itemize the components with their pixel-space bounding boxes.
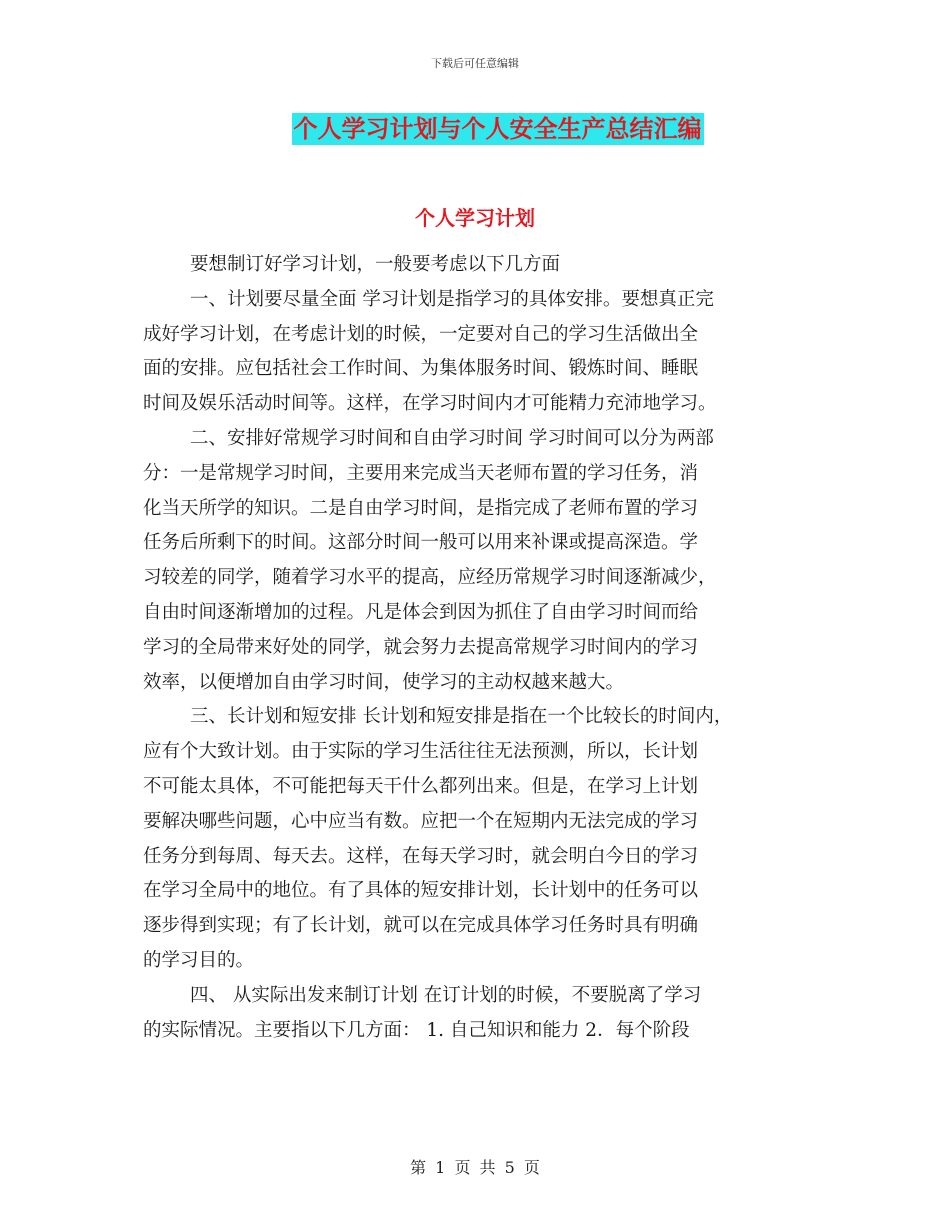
body-line: 四、 从实际出发来制订计划 在订计划的时候，不要脱离了学习	[190, 984, 702, 1006]
body-line: 的学习目的。	[143, 949, 255, 971]
body-line: 的实际情况。主要指以下几方面： 1. 自己知识和能力 2．每个阶段	[143, 1019, 690, 1041]
body-line: 三、长计划和短安排 长计划和短安排是指在一个比较长的时间内，	[190, 706, 733, 728]
body-line: 自由时间逐渐增加的过程。凡是体会到因为抓住了自由学习时间而给	[143, 601, 699, 623]
body-line: 二、安排好常规学习时间和自由学习时间 学习时间可以分为两部	[190, 427, 714, 449]
body-line: 任务后所剩下的时间。这部分时间一般可以用来补课或提高深造。学	[143, 532, 699, 554]
body-line: 不可能太具体，不可能把每天干什么都列出来。但是，在学习上计划	[143, 775, 699, 797]
body-line: 在学习全局中的地位。有了具体的短安排计划，长计划中的任务可以	[143, 880, 699, 902]
body-text	[143, 248, 823, 1048]
section-title: 个人学习计划	[415, 206, 535, 230]
body-line: 分：一是常规学习时间，主要用来完成当天老师布置的学习任务，消	[143, 462, 699, 484]
body-line: 要解决哪些问题，心中应当有数。应把一个在短期内无法完成的学习	[143, 810, 699, 832]
page-footer: 第 1 页 共 5 页	[410, 1158, 540, 1177]
body-line: 任务分到每周、每天去。这样，在每天学习时，就会明白今日的学习	[143, 845, 699, 867]
document-title-wrapper	[0, 113, 950, 145]
body-line: 应有个大致计划。由于实际的学习生活往往无法预测，所以，长计划	[143, 741, 699, 763]
body-line: 时间及娱乐活动时间等。这样，在学习时间内才可能精力充沛地学习。	[143, 393, 717, 415]
body-line: 一、计划要尽量全面 学习计划是指学习的具体安排。要想真正完	[190, 288, 714, 310]
body-line: 化当天所学的知识。二是自由学习时间，是指完成了老师布置的学习	[143, 497, 699, 519]
body-line: 习较差的同学，随着学习水平的提高，应经历常规学习时间逐渐减少，	[143, 567, 717, 589]
body-line: 逐步得到实现；有了长计划，就可以在完成具体学习任务时具有明确	[143, 915, 699, 937]
page-header-note: 下载后可任意编辑	[431, 57, 519, 70]
body-line: 面的安排。应包括社会工作时间、为集体服务时间、锻炼时间、睡眠	[143, 358, 699, 380]
body-line: 效率，以便增加自由学习时间，使学习的主动权越来越大。	[143, 671, 625, 693]
document-title: 个人学习计划与个人安全生产总结汇编	[293, 114, 702, 143]
body-line: 成好学习计划，在考虑计划的时候，一定要对自己的学习生活做出全	[143, 323, 699, 345]
body-line: 要想制订好学习计划，一般要考虑以下几方面	[190, 254, 561, 275]
body-line: 学习的全局带来好处的同学，就会努力去提高常规学习时间内的学习	[143, 636, 699, 658]
